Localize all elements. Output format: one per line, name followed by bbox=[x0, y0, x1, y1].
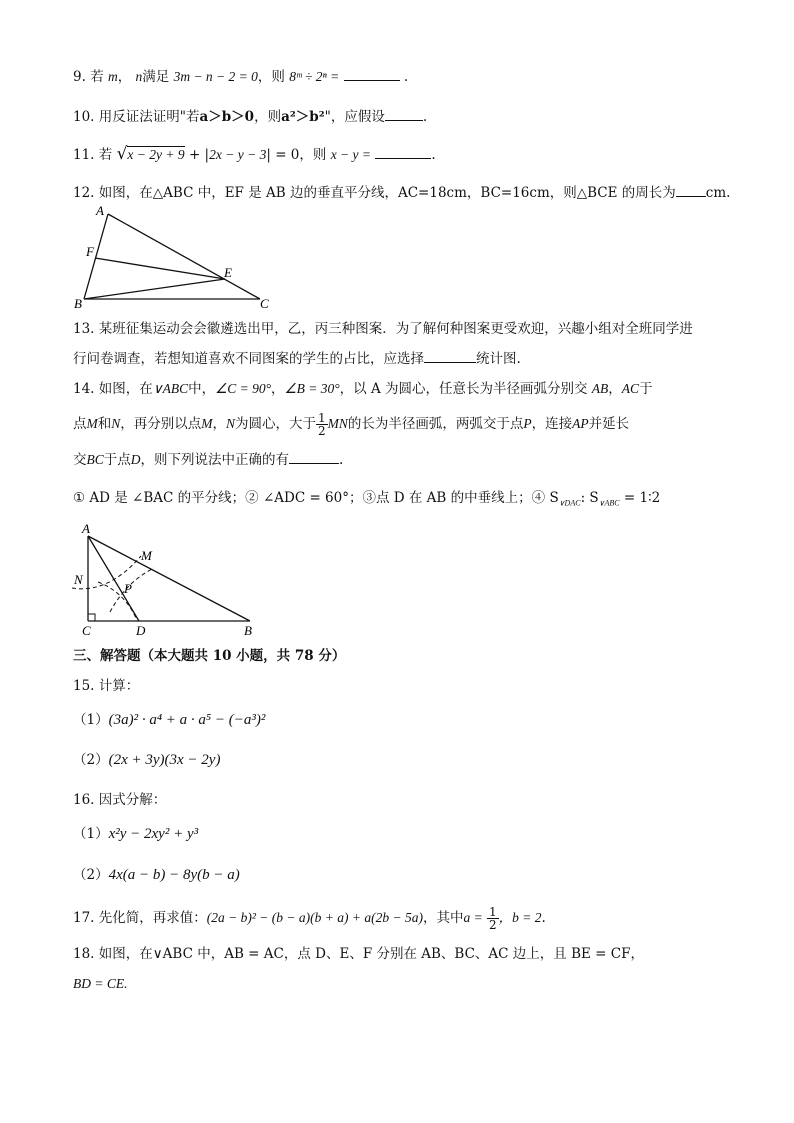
label-c: C bbox=[82, 623, 91, 638]
question-11: 11. 若 √x − 2y + 9 + |2x − y − 3| = 0，则 x − y = . bbox=[73, 144, 436, 164]
label-f: F bbox=[86, 244, 94, 259]
answer-blank[interactable] bbox=[385, 108, 423, 121]
label-c: C bbox=[260, 296, 269, 311]
question-14-options: ① AD 是 ∠BAC 的平分线；② ∠ADC = 60°；③点 D 在 AB 的中垂线上；④ $S_{\vee DAC}$: $S_{\vee ABC}$ = 1∶2 bbox=[73, 490, 661, 508]
question-13: 13. 某班征集运动会会徽遴选出甲，乙，丙三种图案．为了解何种图案更受欢迎，兴趣小组对全班同学进 bbox=[73, 321, 693, 337]
q14-figure bbox=[68, 520, 268, 642]
segment-be bbox=[84, 279, 225, 299]
arc-from-m bbox=[110, 568, 154, 612]
label-m: M bbox=[141, 548, 152, 563]
label-a: A bbox=[96, 203, 104, 218]
question-17: 17. 先化简，再求值：(2a − b)² − (b − a)(b + a) + a(2b − 5a)，其中a = $\frac{1}{2}$ ，b = 2. bbox=[73, 905, 546, 932]
side-ac bbox=[108, 214, 260, 299]
answer-blank[interactable] bbox=[344, 68, 400, 81]
label-b: B bbox=[244, 623, 252, 638]
right-angle-mark bbox=[88, 614, 95, 621]
question-14: 14. 如图，在∨ABC中，∠C = 90°，∠B = 30°，以 A 为圆心，任意长为半径画弧分别交 AB，AC于 bbox=[73, 381, 653, 397]
q12-figure bbox=[70, 200, 290, 312]
question-14-line2: 点M和N，再分别以点M，N为圆心，大于 $\frac{1}{2}$ MN的长为半径画弧，两弧交于点P，连接AP并延长 bbox=[73, 411, 630, 438]
question-16-part2: （2）4x(a − b) − 8y(b − a) bbox=[73, 867, 240, 883]
question-12: 12. 如图，在△ABC 中，EF 是 AB 边的垂直平分线，AC=18cm，BC=16cm，则△BCE 的周长为 cm. bbox=[73, 185, 731, 201]
label-e: E bbox=[224, 265, 232, 280]
label-d: D bbox=[136, 623, 146, 638]
answer-blank[interactable] bbox=[676, 184, 706, 197]
fraction-half: $\frac{1}{2}$ bbox=[489, 905, 497, 932]
label-p: P bbox=[124, 581, 132, 596]
answer-blank[interactable] bbox=[375, 146, 431, 159]
answer-blank[interactable] bbox=[289, 451, 339, 464]
question-14-line3: 交BC于点D，则下列说法中正确的有 . bbox=[73, 452, 344, 468]
label-a: A bbox=[82, 521, 90, 536]
label-n: N bbox=[74, 572, 83, 587]
question-18: 18. 如图，在∨ABC 中，AB = AC，点 D、E、F 分别在 AB、BC、AC 边上，且 BE = CF， bbox=[73, 946, 644, 962]
question-10: 10. 用反证法证明"若a＞b＞0，则a²＞b²"，应假设 . bbox=[73, 109, 428, 125]
question-15: 15. 计算： bbox=[73, 678, 140, 694]
question-9: 9. 若 m， n满足 3m − n − 2 = 0，则 8ᵐ ÷ 2ⁿ = . bbox=[73, 69, 409, 85]
question-16-part1: （1）x²y − 2xy² + y³ bbox=[73, 826, 199, 842]
question-16: 16. 因式分解： bbox=[73, 792, 167, 808]
answer-blank[interactable] bbox=[424, 350, 476, 363]
question-15-part1: （1）(3a)² · a⁴ + a · a⁵ − (−a³)² bbox=[73, 712, 266, 728]
question-13-line2: 行问卷调查，若想知道喜欢不同图案的学生的占比，应选择 统计图. bbox=[73, 351, 521, 367]
question-18-line2: BD = CE. bbox=[73, 976, 128, 991]
question-15-part2: （2）(2x + 3y)(3x − 2y) bbox=[73, 752, 221, 768]
fraction-half: $\frac{1}{2}$ bbox=[318, 411, 326, 438]
side-ab bbox=[88, 536, 250, 621]
section-3-heading: 三、解答题（本大题共 10 小题，共 78 分） bbox=[73, 648, 346, 664]
sqrt-sign-icon: √ bbox=[116, 144, 128, 164]
label-b: B bbox=[74, 296, 82, 311]
